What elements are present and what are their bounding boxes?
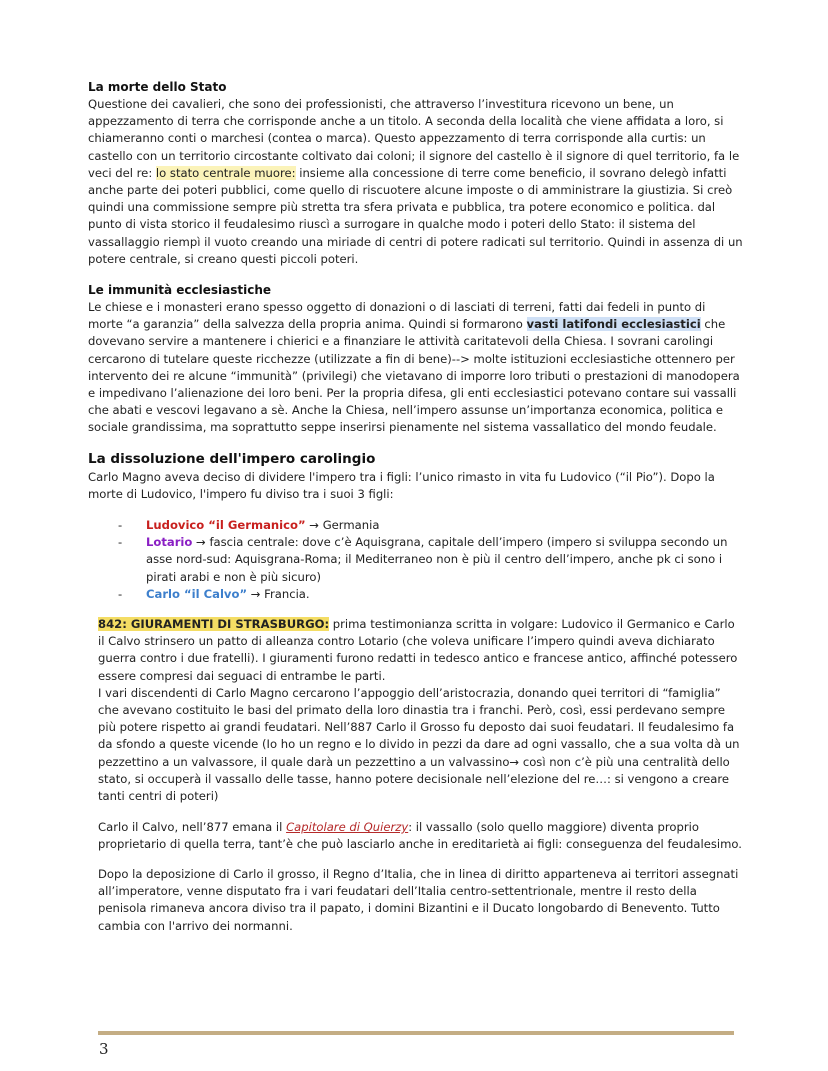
- section-title-dissoluzione: La dissoluzione dell'impero carolingio: [88, 451, 376, 467]
- section-title-morte-stato: La morte dello Stato: [88, 80, 227, 94]
- son-name-lotario: Lotario: [146, 535, 193, 550]
- paragraph-regno-italia: Dopo la deposizione di Carlo il grosso, il Regno d’Italia, che in linea di diritto apparteneva ai territori assegnati all’imperatore, venne disputato fra i vari feudatari dell’Italia centro-settentrionale, mentre il resto della penisola rimaneva ancora diviso tra il papato, i domini Bizantini e il Ducato longobardo di Benevento. Tutto cambia con l'arrivo dei normanni.: [98, 867, 739, 933]
- highlight-giuramenti: 842: GIURAMENTI DI STRASBURGO:: [98, 617, 330, 631]
- highlight-stato-centrale: lo stato centrale muore:: [155, 165, 296, 180]
- son-name-carlo: Carlo “il Calvo”: [146, 586, 248, 601]
- son-territory: → Germania: [305, 518, 380, 532]
- sons-list: [118, 517, 743, 603]
- paragraph-immunita: [88, 299, 743, 437]
- paragraph-text: Carlo il Calvo, nell’877 emana il: [98, 820, 287, 834]
- list-item-carlo: [118, 586, 743, 603]
- paragraph-text: insieme alla concessione di terre come beneficio, il sovrano delegò infatti anche parte dei poteri pubblici, come quello di riscuotere alcune imposte o di amministrare la giustizia. Si creò quindi una commissione sempre più stretta tra sfera privata e pubblica, tra potere economico e politica. dal punto di vista storico il feudalesimo riuscì a surrogare in qualche modo i poteri dello Stato: il sistema del vassallaggio riempì il vuoto creando una miriade di centri di potere radicati sul territorio. Quindi in assenza di un potere centrale, si creano questi piccoli poteri.: [88, 165, 743, 266]
- son-territory: → Francia.: [247, 586, 310, 601]
- paragraph-text: Le chiese e i monasteri erano spesso oggetto di donazioni o di lasciati di terreni, fatti dai fedeli in punto di morte “a garanzia” della salvezza della propria anima. Quindi si formarono: [88, 300, 706, 332]
- capitolare-link[interactable]: Capitolare di Quierzy: [286, 820, 409, 834]
- paragraph-discendenti: I vari discendenti di Carlo Magno cercarono l’appoggio dell’aristocrazia, donando quei territori di “famiglia” che avevano costituito le basi del primato della loro dinastia tra i franchi. Però, così, essi perdevano sempre più potere rispetto ai grandi feudatari. Nell’887 Carlo il Grosso fu deposto dai suoi feudatari. Il feudalesimo fa da sfondo a queste vicende (Io ho un regno e lo divido in pezzi da dare ad ogni vassallo, che a sua volta dà un pezzettino a un valvassore, il quale darà un pezzettino a un valvassino→ così non c’è più una centralità dello stato, si occuperà il vassallo delle tasse, hanno potere decisionale nell’elezione del re…: si vengono a creare tanti centri di poteri): [98, 685, 740, 804]
- paragraph-dissoluzione-intro: Carlo Magno aveva deciso di dividere l'impero tra i figli: l’unico rimasto in vita fu Ludovico (“il Pio”). Dopo la morte di Ludovico, l'impero fu diviso tra i suoi 3 figli:: [88, 470, 715, 502]
- section-title-immunita: Le immunità ecclesiastiche: [88, 283, 272, 297]
- paragraph-giuramenti-block: [98, 616, 743, 805]
- page-number: 3: [99, 1040, 109, 1058]
- list-item-ludovico: [118, 517, 743, 534]
- paragraph-giuramenti: [98, 616, 743, 685]
- list-dash: -: [118, 586, 123, 601]
- son-territory: → fascia centrale: dove c’è Aquisgrana, capitale dell’impero (impero si sviluppa secondo un asse nord-sud: Aquisgrana-Roma; il Mediterraneo non è più il centro dell’impero, anche pk ci sono i pirati arabi e non è più sicuro): [146, 535, 728, 584]
- highlight-latifondi: vasti latifondi ecclesiastici: [526, 317, 701, 332]
- list-dash: -: [118, 535, 123, 550]
- paragraph-capitolare: [98, 819, 743, 853]
- list-dash: -: [118, 518, 123, 532]
- paragraph-text: prima testimonianza scritta in volgare: Ludovico il Germanico e Carlo il Calvo strinsero un patto di alleanza contro Lotario (che voleva unificare l’impero quindi aveva dichiarato guerra contro i due fratelli). I giuramenti furono redatti in tedesco antico e francese antico, affinché potessero essere compresi dai seguaci di entrambe le parti.: [98, 617, 738, 683]
- paragraph-morte-stato: [88, 96, 743, 268]
- paragraph-text: che dovevano servire a mantenere i chierici e a finanziare le attività caritatevoli della Chiesa. I sovrani carolingi cercarono di tutelare queste ricchezze (utilizzate a fin di bene)--> molte istituzioni ecclesiastiche ottennero per intervento dei re alcune “immunità” (privilegi) che vietavano di imporre loro tributi o prestazioni di manodopera e impedivano l’alienazione dei loro beni. Per la propria difesa, gli enti ecclesiastici potevano contare sui vassalli che abati e vescovi legavano a sè. Anche la Chiesa, nell’impero assunse un’importanza economica, politica e sociale grandissima, ma soprattutto seppe inserirsi pienamente nel sistema vassallatico del mondo feudale.: [88, 317, 740, 435]
- footer-rule: [98, 1031, 734, 1035]
- paragraph-text: : il vassallo (solo quello maggiore) diventa proprio proprietario di quella terra, tant’è che può lasciarlo anche in ereditarietà ai figli: conseguenza del feudalesimo.: [98, 820, 742, 852]
- list-item-lotario: [118, 534, 743, 586]
- paragraph-text: Questione dei cavalieri, che sono dei professionisti, che attraverso l’investitura ricevono un bene, un appezzamento di terra che corrisponde anche a un titolo. A seconda della località che viene affidata a loro, si chiameranno conti o marchesi (contea o marca). Questo appezzamento di terra corrisponde alla curtis: un castello con un territorio circostante coltivato dai coloni; il signore del castello è il signore di quel territorio, fa le veci del re:: [88, 97, 740, 180]
- son-name-ludovico: Ludovico “il Germanico”: [146, 518, 306, 532]
